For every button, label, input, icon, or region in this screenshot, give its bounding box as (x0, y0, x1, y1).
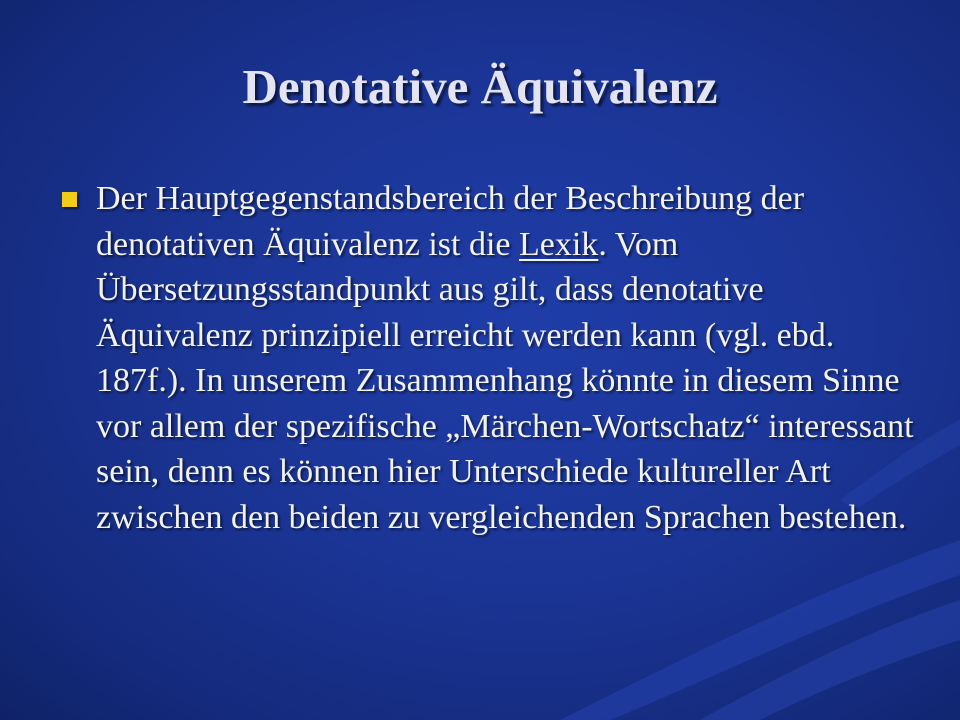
bullet-text (96, 176, 920, 540)
square-bullet-icon (62, 192, 77, 207)
lexik-link[interactable]: Lexik (519, 225, 599, 263)
bullet-text-after: . Vom Übersetzungsstandpunkt aus gilt, dass denotative Äquivalenz prinzipiell erreicht werden kann (vgl. ebd. 187f.). In unserem Zusammenhang könnte in diesem Sinne vor allem der spezifische „Märchen-Wortschatz“ interessant sein, denn es können hier Unterschiede kultureller Art zwischen den beiden zu vergleichenden Sprachen bestehen. (96, 225, 914, 536)
bullet-item (60, 176, 920, 540)
bullet-text-before: Der Hauptgegenstandsbereich der Beschreibung der denotativen Äquivalenz ist die (96, 180, 805, 263)
slide-title: Denotative Äquivalenz (242, 59, 718, 114)
